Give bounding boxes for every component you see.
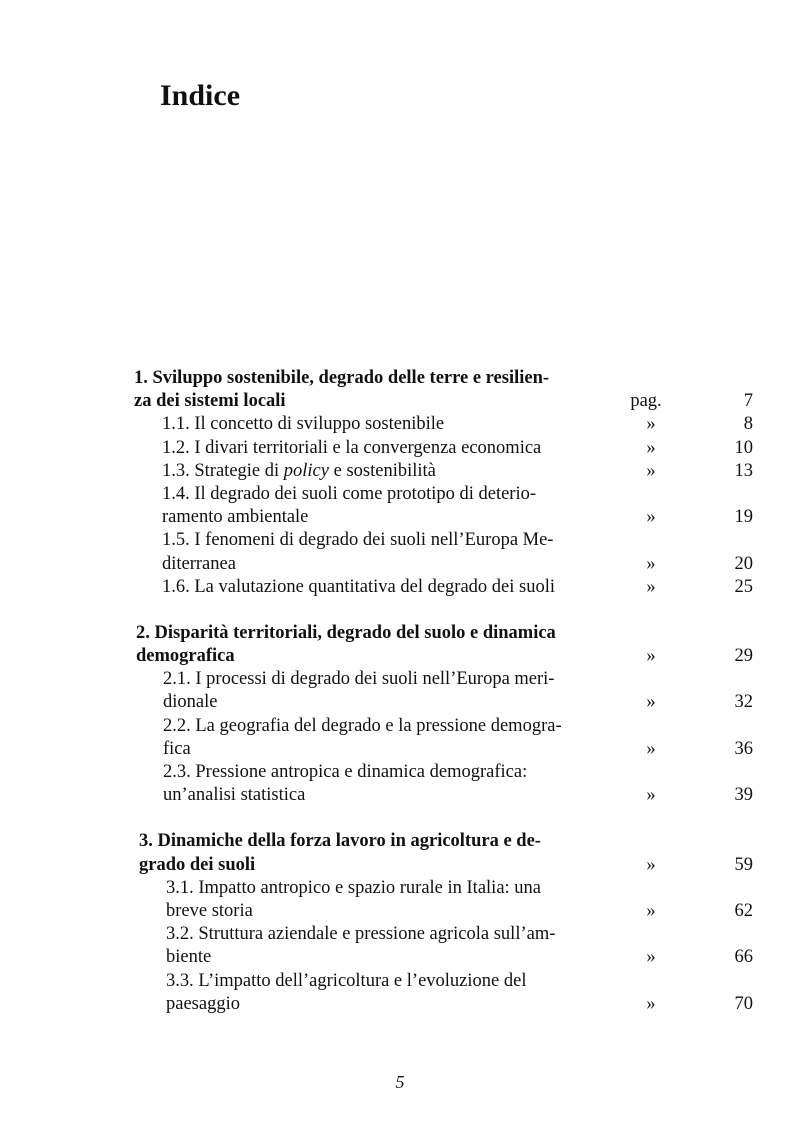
toc-entry-2-1-line-1 bbox=[0, 668, 800, 691]
section-title: 3.1. Impatto antropico e spazio rurale in Italia: una bbox=[166, 877, 542, 898]
chapter-3-heading-line-2[interactable] bbox=[0, 854, 800, 877]
continuation-mark: » bbox=[646, 646, 656, 667]
page-folio: 5 bbox=[395, 1072, 405, 1092]
toc-entry-1-1[interactable] bbox=[0, 413, 800, 436]
page-number: 70 bbox=[734, 993, 753, 1014]
continuation-mark: » bbox=[646, 738, 656, 759]
page-number: 10 bbox=[734, 437, 753, 458]
toc-entry-3-3-line-1 bbox=[0, 970, 800, 993]
section-title: 2.3. Pressione antropica e dinamica demografica: bbox=[163, 762, 528, 782]
continuation-mark: » bbox=[646, 553, 656, 574]
toc-entry-1-6[interactable] bbox=[0, 576, 800, 599]
page-number: 62 bbox=[734, 900, 753, 921]
section-title: paesaggio bbox=[166, 993, 240, 1014]
toc-entry-3-2-line-1 bbox=[0, 923, 800, 946]
section-title: ramento ambientale bbox=[162, 507, 309, 528]
page-label: pag. bbox=[630, 391, 662, 412]
continuation-mark: » bbox=[646, 947, 656, 968]
chapter-gap bbox=[0, 807, 800, 830]
section-title: breve storia bbox=[166, 900, 253, 921]
page-number: 59 bbox=[734, 854, 753, 875]
continuation-mark: » bbox=[646, 576, 656, 597]
continuation-mark: » bbox=[646, 900, 656, 921]
toc-entry-3-2-line-2[interactable] bbox=[0, 946, 800, 969]
toc-entry-3-1-line-2[interactable] bbox=[0, 900, 800, 923]
toc-entry-1-5-line-2[interactable] bbox=[0, 553, 800, 576]
toc-entry-1-4-line-1 bbox=[0, 483, 800, 506]
chapter-1-heading-line-2[interactable] bbox=[0, 390, 800, 413]
toc-entry-2-2-line-2[interactable] bbox=[0, 738, 800, 761]
continuation-mark: » bbox=[646, 692, 656, 713]
page-number: 13 bbox=[734, 460, 753, 481]
page-number: 19 bbox=[734, 507, 753, 528]
continuation-mark: » bbox=[646, 460, 656, 481]
chapter-1-title-part-2: za dei sistemi locali bbox=[134, 391, 286, 412]
toc-entry-1-5-line-1 bbox=[0, 529, 800, 552]
chapter-gap bbox=[0, 599, 800, 622]
section-title bbox=[162, 460, 436, 483]
section-title-post: e sostenibilità bbox=[328, 460, 436, 481]
continuation-mark: » bbox=[646, 993, 656, 1014]
section-title: 3.2. Struttura aziendale e pressione agricola sull’am- bbox=[166, 924, 556, 945]
section-title: dionale bbox=[163, 692, 218, 713]
toc-entry-2-2-line-1 bbox=[0, 715, 800, 738]
chapter-1 bbox=[0, 367, 800, 599]
chapter-1-title-part-1: 1. Sviluppo sostenibile, degrado delle terre e resilien- bbox=[134, 368, 550, 388]
continuation-mark: » bbox=[646, 785, 656, 806]
chapter-3 bbox=[0, 830, 800, 1016]
section-title-italic: policy bbox=[283, 460, 329, 481]
continuation-mark: » bbox=[646, 414, 656, 435]
section-title-pre: 1.3. Strategie di bbox=[162, 460, 284, 481]
chapter-2-heading-line-1 bbox=[0, 622, 800, 645]
page-number: 39 bbox=[734, 785, 753, 806]
toc-entry-1-4-line-2[interactable] bbox=[0, 506, 800, 529]
chapter-3-title-part-1: 3. Dinamiche della forza lavoro in agricoltura e de- bbox=[139, 831, 541, 852]
chapter-2-heading-line-2[interactable] bbox=[0, 645, 800, 668]
continuation-mark: » bbox=[646, 507, 656, 528]
chapter-2 bbox=[0, 622, 800, 808]
section-title: un’analisi statistica bbox=[163, 785, 306, 806]
chapter-3-heading-line-1 bbox=[0, 830, 800, 853]
chapter-3-title-part-2: grado dei suoli bbox=[139, 854, 256, 875]
chapter-2-title-part-2: demografica bbox=[136, 646, 235, 667]
section-title: biente bbox=[166, 947, 212, 968]
section-title: 1.6. La valutazione quantitativa del degrado dei suoli bbox=[162, 576, 555, 597]
toc-entry-2-3-line-2[interactable] bbox=[0, 784, 800, 807]
section-title: 1.5. I fenomeni di degrado dei suoli nell’Europa Me- bbox=[162, 530, 554, 551]
page-number: 66 bbox=[734, 947, 753, 968]
page-number: 8 bbox=[743, 414, 753, 435]
page-number: 20 bbox=[734, 553, 753, 574]
section-title: 1.2. I divari territoriali e la convergenza economica bbox=[162, 437, 542, 458]
section-title: 2.2. La geografia del degrado e la pressione demogra- bbox=[163, 715, 562, 736]
section-title: 2.1. I processi di degrado dei suoli nell’Europa meri- bbox=[163, 669, 555, 690]
section-title: 3.3. L’impatto dell’agricoltura e l’evoluzione del bbox=[166, 970, 527, 991]
section-title: 1.4. Il degrado dei suoli come prototipo di deterio- bbox=[162, 483, 537, 504]
toc-entry-2-3-line-1 bbox=[0, 761, 800, 784]
toc-entry-3-1-line-1 bbox=[0, 877, 800, 900]
page-number: 32 bbox=[734, 692, 753, 713]
toc-entry-3-3-line-2[interactable] bbox=[0, 993, 800, 1016]
table-of-contents bbox=[0, 367, 800, 1016]
page-number: 29 bbox=[734, 646, 753, 667]
section-title: diterranea bbox=[162, 553, 236, 574]
page-title: Indice bbox=[160, 79, 241, 112]
section-title: fica bbox=[163, 738, 191, 759]
section-title: 1.1. Il concetto di sviluppo sostenibile bbox=[162, 414, 445, 435]
page-number: 36 bbox=[734, 738, 753, 759]
toc-entry-2-1-line-2[interactable] bbox=[0, 691, 800, 714]
chapter-1-heading-line-1 bbox=[0, 367, 800, 390]
page-number: 25 bbox=[734, 576, 753, 597]
continuation-mark: » bbox=[646, 437, 656, 458]
toc-entry-1-3[interactable] bbox=[0, 460, 800, 483]
toc-entry-1-2[interactable] bbox=[0, 437, 800, 460]
continuation-mark: » bbox=[646, 854, 656, 875]
chapter-2-title-part-1: 2. Disparità territoriali, degrado del suolo e dinamica bbox=[136, 622, 556, 643]
page-number: 7 bbox=[743, 391, 753, 412]
